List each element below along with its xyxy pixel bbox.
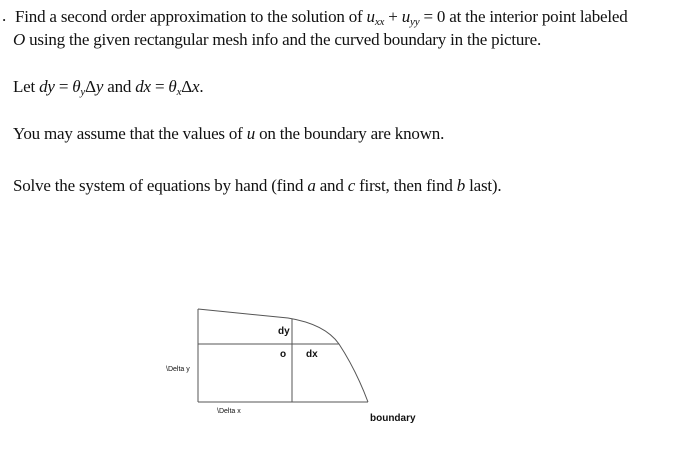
math-sub: xx [374, 16, 385, 28]
math: u [246, 124, 256, 143]
text: Find a second order approximation to the solution of [15, 7, 367, 26]
text: on the boundary are known. [255, 124, 445, 143]
math: dx [135, 77, 151, 96]
math-sub: yy [410, 16, 420, 28]
math: dy [39, 77, 55, 96]
text: Solve the system of equations by hand (find [13, 176, 308, 195]
text: + [384, 7, 402, 26]
text: and [103, 77, 136, 96]
dy-label: dy [278, 326, 290, 337]
text: and [315, 176, 348, 195]
delta-x-label: \Delta x [217, 408, 241, 415]
text: last). [465, 176, 502, 195]
math: Δ [85, 77, 96, 96]
math: x [191, 77, 200, 96]
text: = [54, 77, 73, 96]
math-u: u [366, 7, 375, 26]
boundary-label: boundary [370, 413, 416, 424]
math: c [347, 176, 356, 195]
text: = 0 at the interior point labeled [419, 7, 628, 26]
text: You may assume that the values of [13, 124, 247, 143]
text: first, then find [355, 176, 457, 195]
math: b [456, 176, 466, 195]
delta-y-label: \Delta y [166, 366, 190, 373]
point-o-label: o [280, 349, 287, 360]
text: using the given rectangular mesh info and the curved boundary in the picture. [25, 30, 542, 49]
math: y [95, 77, 104, 96]
math: a [307, 176, 316, 195]
dx-label: dx [306, 349, 318, 360]
list-bullet: . [2, 6, 7, 25]
math-u: u [401, 7, 411, 26]
math-sub: y [80, 86, 86, 98]
text: = [150, 77, 169, 96]
text: Let [13, 77, 40, 96]
math: θ [72, 77, 81, 96]
math: θ [168, 77, 177, 96]
math-o: O [13, 30, 26, 49]
text: . [199, 77, 204, 96]
math-sub: x [176, 86, 182, 98]
math: Δ [181, 77, 192, 96]
